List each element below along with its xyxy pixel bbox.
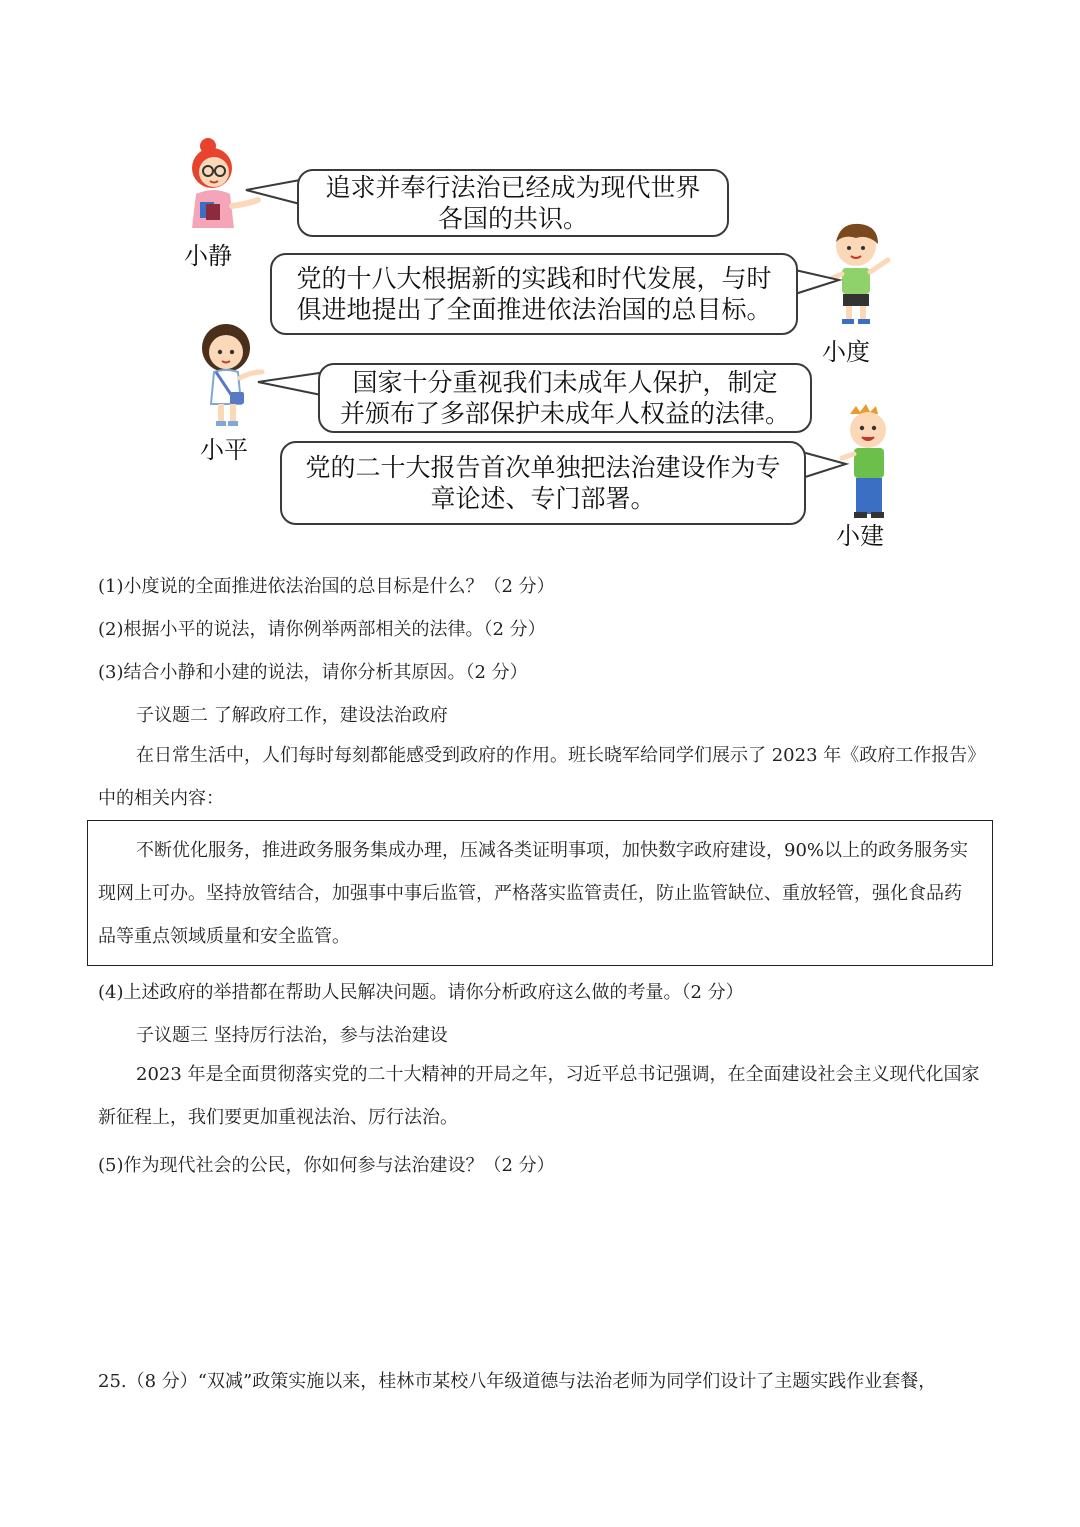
government-report-excerpt-box (87, 820, 993, 966)
question-25-intro: 25.（8 分）“双减”政策实施以来，桂林市某校八年级道德与法治老师为同学们设计了主题实践作业套餐， (98, 1371, 937, 1392)
speaker-name-xiaojing: 小静 (184, 242, 232, 270)
bubble-line: 并颁布了多部保护未成年人权益的法律。 (339, 399, 790, 428)
speaker-name-xiaodu: 小度 (822, 338, 870, 366)
speaker-name-xiaoping: 小平 (200, 436, 248, 464)
speech-bubble-xiaojing (297, 169, 729, 237)
bubble-line: 国家十分重视我们未成年人保护，制定 (352, 368, 778, 397)
subtopic-3-intro: 2023 年是全面贯彻落实党的二十大精神的开局之年，习近平总书记强调，在全面建设社会主义现代化国家新征程上，我们要更加重视法治、厉行法治。 (98, 1064, 980, 1128)
bubble-tail (793, 268, 843, 298)
bubble-line: 党的二十大报告首次单独把法治建设作为专 (305, 453, 781, 482)
bubble-line: 追求并奉行法治已经成为现代世界 (325, 173, 701, 202)
subtopic-2-intro: 在日常生活中，人们每时每刻都能感受到政府的作用。班长晓军给同学们展示了 2023 年《政府工作报告》中的相关内容： (98, 745, 977, 809)
question-1: (1)小度说的全面推进依法治国的总目标是什么？（2 分） (98, 576, 555, 597)
speech-bubble-xiaojian (280, 441, 806, 525)
question-4: (4)上述政府的举措都在帮助人民解决问题。请你分析政府这么做的考量。（2 分） (98, 982, 744, 1003)
speech-bubble-xiaodu (270, 253, 798, 335)
bubble-line: 章论述、专门部署。 (430, 484, 656, 513)
bubble-tail (800, 450, 850, 482)
speaker-name-xiaojian: 小建 (836, 522, 884, 550)
bubble-tail (244, 178, 302, 208)
subtopic-2-title: 子议题二 了解政府工作，建设法治政府 (136, 705, 448, 726)
bubble-line: 各国的共识。 (437, 204, 588, 233)
subtopic-3-title: 子议题三 坚持厉行法治，参与法治建设 (136, 1025, 448, 1046)
speech-bubble-xiaoping (318, 363, 812, 433)
question-3: (3)结合小静和小建的说法，请你分析其原因。（2 分） (98, 662, 528, 683)
bubble-line: 俱进地提出了全面推进依法治国的总目标。 (296, 295, 772, 324)
bubble-line: 党的十八大根据新的实践和时代发展，与时 (296, 264, 772, 293)
government-report-excerpt: 不断优化服务，推进政务服务集成办理，压减各类证明事项，加快数字政府建设，90%以上的政务服务实现网上可办。坚持放管结合，加强事中事后监管，严格落实监管责任，防止监管缺位、重放轻管，强化食品药品等重点领域质量和安全监管。 (98, 840, 969, 947)
question-2: (2)根据小平的说法，请你例举两部相关的法律。（2 分） (98, 619, 546, 640)
question-5: (5)作为现代社会的公民，你如何参与法治建设？（2 分） (98, 1155, 555, 1176)
